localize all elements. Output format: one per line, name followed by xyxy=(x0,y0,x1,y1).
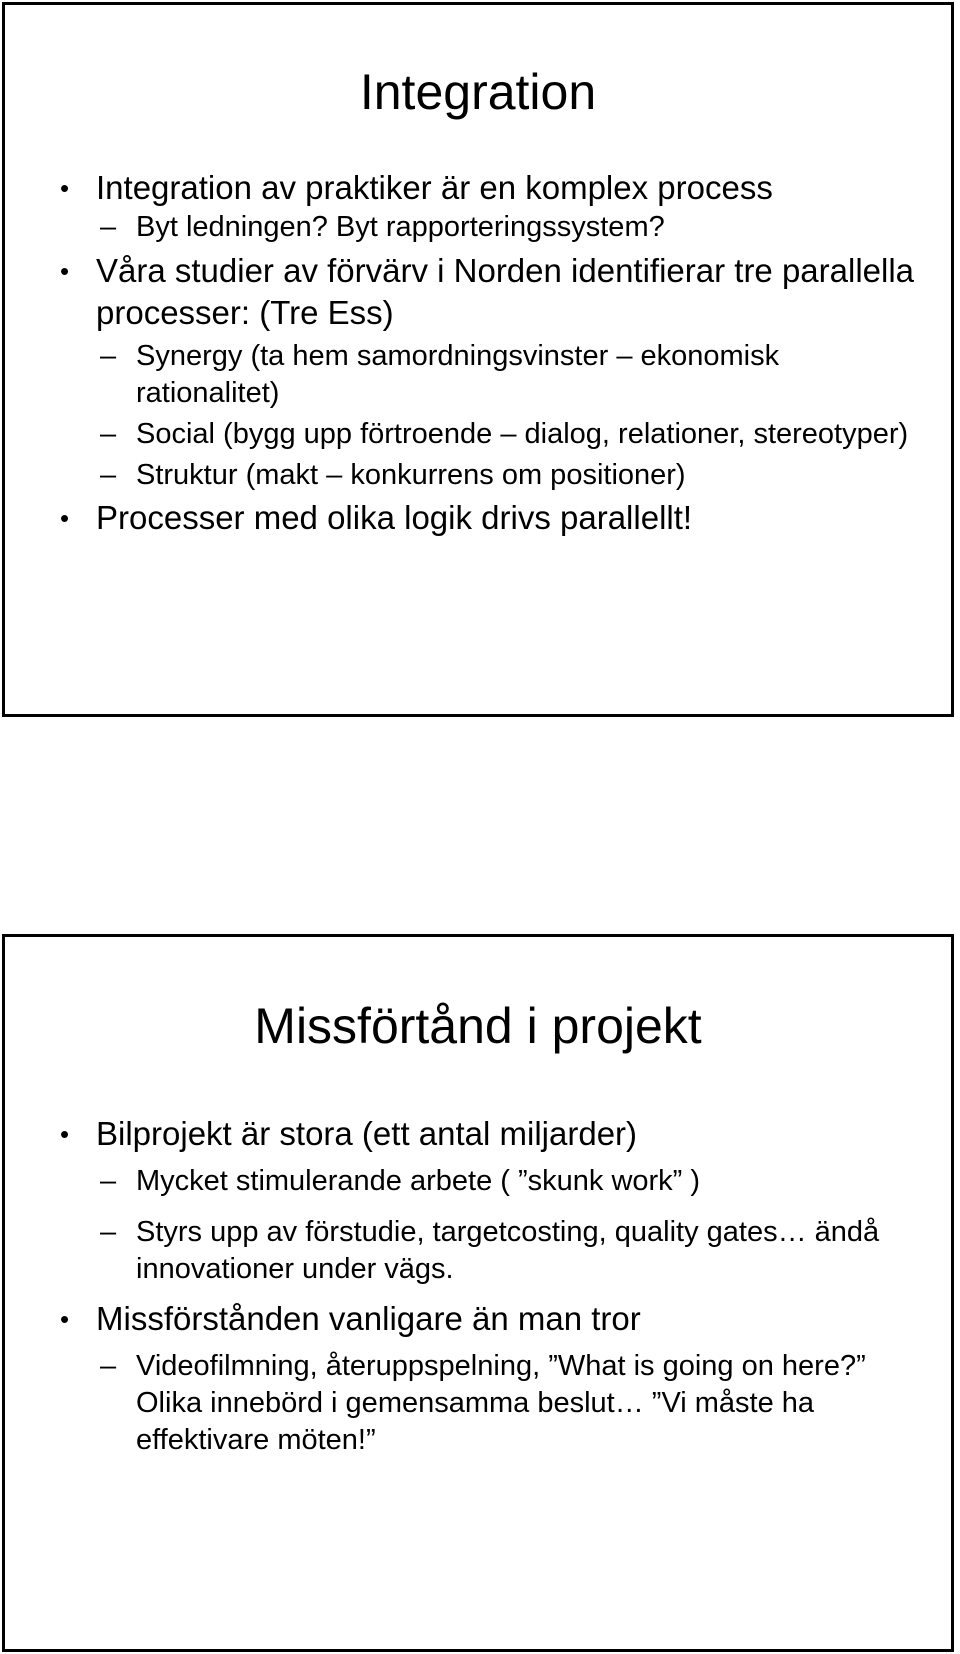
bullet-text: Processer med olika logik drivs parallellt! xyxy=(96,499,693,536)
dash-icon: – xyxy=(100,1165,117,1197)
sub-bullet-item xyxy=(60,1163,920,1200)
bullet-icon: • xyxy=(60,256,70,286)
bullet-icon: • xyxy=(60,503,70,533)
slide-title: Missförtånd i projekt xyxy=(254,998,702,1054)
sub-bullet-text: Synergy (ta hem samordningsvinster – ekonomisk rationalitet) xyxy=(136,340,780,409)
sub-bullet-text: Byt ledningen? Byt rapporteringssystem? xyxy=(136,211,665,243)
sub-bullet-text: Mycket stimulerande arbete ( ”skunk work” ) xyxy=(136,1165,701,1197)
bullet-item xyxy=(60,250,920,334)
sub-bullet-item xyxy=(60,1348,920,1459)
dash-icon: – xyxy=(100,1350,117,1382)
bullet-icon: • xyxy=(60,173,70,203)
sub-bullet-item xyxy=(60,457,920,494)
bullet-text: Integration av praktiker är en komplex process xyxy=(96,169,773,206)
slide-title: Integration xyxy=(359,64,597,120)
sub-bullet-text: Styrs upp av förstudie, targetcosting, quality gates… ändå innovationer under vägs. xyxy=(136,1216,880,1285)
sub-bullet-text: Videofilmning, återuppspelning, ”What is going on here?” Olika innebörd i gemensamma beslut… ”Vi måste ha effektivare möten!” xyxy=(136,1350,866,1456)
sub-bullet-item xyxy=(60,338,920,412)
sub-bullet-item xyxy=(60,416,920,453)
dash-icon: – xyxy=(100,459,117,491)
bullet-text: Våra studier av förvärv i Norden identifierar tre parallella processer: (Tre Ess) xyxy=(96,252,915,331)
bullet-item xyxy=(60,497,920,539)
bullet-icon: • xyxy=(60,1304,70,1334)
sub-bullet-item xyxy=(60,1214,920,1288)
bullet-item xyxy=(60,1113,920,1155)
dash-icon: – xyxy=(100,340,117,372)
dash-icon: – xyxy=(100,418,117,450)
sub-bullet-item xyxy=(60,209,920,246)
slide-content xyxy=(60,167,920,539)
slide-content xyxy=(60,1113,920,1459)
dash-icon: – xyxy=(100,1216,117,1248)
bullet-text: Bilprojekt är stora (ett antal miljarder) xyxy=(96,1115,638,1152)
sub-bullet-text: Social (bygg upp förtroende – dialog, relationer, stereotyper) xyxy=(136,418,909,450)
dash-icon: – xyxy=(100,211,117,243)
bullet-icon: • xyxy=(60,1119,70,1149)
bullet-text: Missförstånden vanligare än man tror xyxy=(96,1300,641,1337)
bullet-item xyxy=(60,1298,920,1340)
sub-bullet-text: Struktur (makt – konkurrens om positioner) xyxy=(136,459,686,491)
bullet-item xyxy=(60,167,920,209)
